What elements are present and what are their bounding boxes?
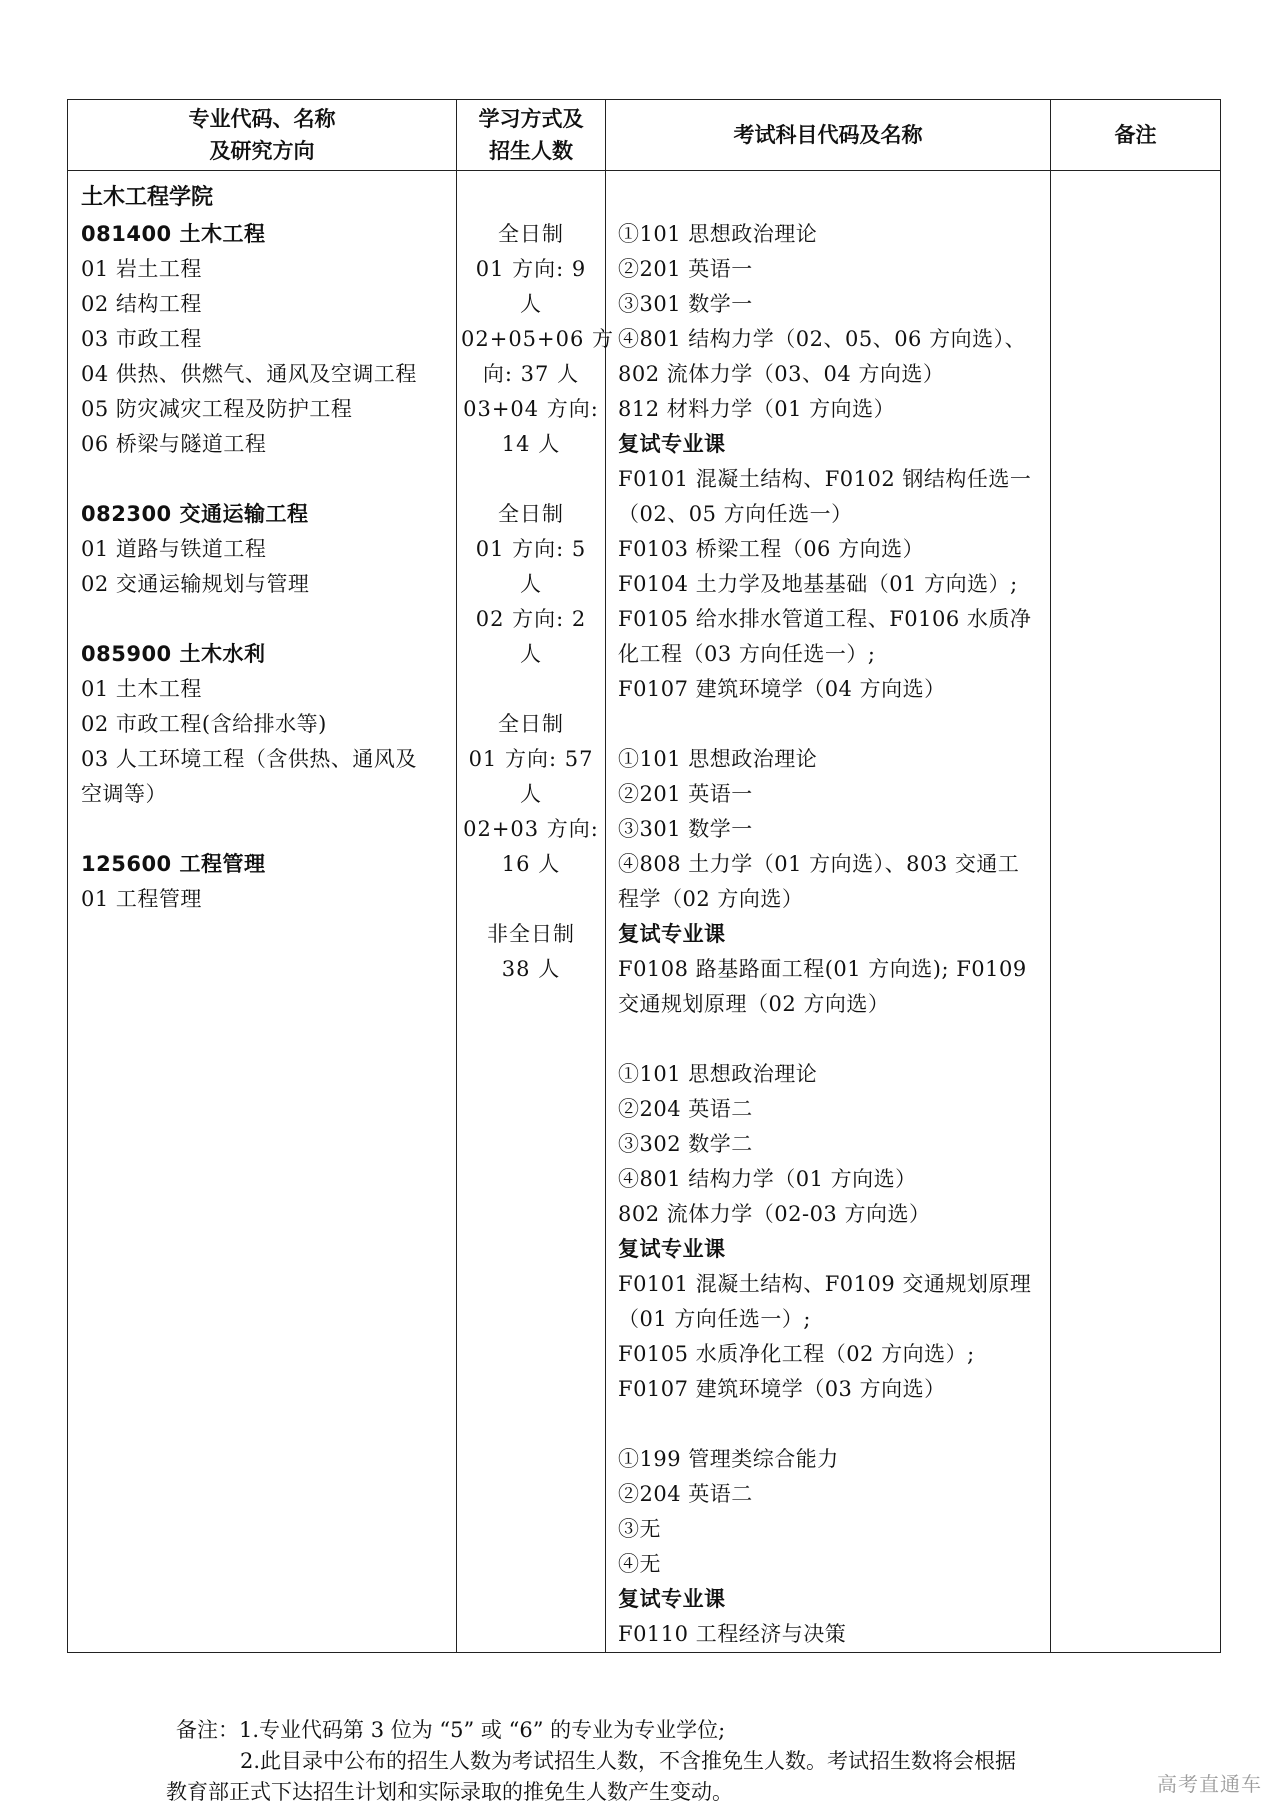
major-line: 02 结构工程 (81, 292, 202, 316)
exam-subject-line: ①101 思想政治理论 (618, 747, 818, 771)
program-mode-block (461, 497, 601, 672)
exam-subject-line: ④801 结构力学（01 方向选） (618, 1167, 917, 1191)
header-major-line1: 专业代码、名称 (188, 107, 336, 131)
study-mode-line: 向: 37 人 (482, 362, 580, 386)
footnote-line-1: 备注：1.专业代码第 3 位为 “5” 或 “6” 的专业为专业学位; (176, 1718, 726, 1742)
major-column (68, 171, 457, 1653)
study-mode-line: 全日制 (498, 712, 564, 736)
major-line: 01 道路与铁道工程 (81, 537, 267, 561)
exam-subject-line: F0101 混凝土结构、F0109 交通规划原理 (618, 1272, 1032, 1296)
study-mode-line: 38 人 (501, 957, 561, 981)
exam-subject-line: ①101 思想政治理论 (618, 222, 818, 246)
exam-subject-line: ②204 英语二 (618, 1482, 753, 1506)
major-line: 125600 工程管理 (81, 852, 266, 876)
header-major (68, 100, 457, 171)
program-mode-block (461, 707, 601, 882)
exam-subject-line: 化工程（03 方向任选一）; (618, 642, 876, 666)
study-mode-line: 人 (520, 782, 542, 806)
study-mode-line: 人 (520, 642, 542, 666)
mode-column (457, 171, 615, 1653)
exam-subject-line: ②204 英语二 (618, 1097, 753, 1121)
major-line: 03 市政工程 (81, 327, 202, 351)
header-exam: 考试科目代码及名称 (606, 100, 1051, 171)
major-line: 082300 交通运输工程 (81, 502, 309, 526)
program-major-block (81, 847, 450, 917)
exam-subject-line: 复试专业课 (618, 1237, 726, 1261)
exam-subject-line: 复试专业课 (618, 922, 726, 946)
exam-subject-line: 程学（02 方向选） (618, 887, 804, 911)
major-line: 04 供热、供燃气、通风及空调工程 (81, 362, 417, 386)
major-line: 空调等） (81, 782, 167, 806)
header-remark: 备注 (1051, 100, 1221, 171)
study-mode-line: 非全日制 (487, 922, 575, 946)
exam-subject-line: ③无 (618, 1517, 661, 1541)
study-mode-line: 02+05+06 方 (461, 327, 615, 351)
program-exam-block (618, 1057, 1044, 1407)
exam-subject-line: 复试专业课 (618, 1587, 726, 1611)
exam-subject-line: F0105 水质净化工程（02 方向选）; (618, 1342, 975, 1366)
exam-subject-line: ②201 英语一 (618, 257, 753, 281)
major-line: 01 工程管理 (81, 887, 202, 911)
study-mode-line: 01 方向: 5 (475, 537, 587, 561)
college-name: 土木工程学院 (81, 185, 214, 210)
exam-column (606, 171, 1051, 1653)
footnotes (166, 1715, 1136, 1808)
header-mode (457, 100, 606, 171)
program-exam-block (618, 217, 1044, 707)
study-mode-line: 14 人 (501, 432, 561, 456)
program-major-block (81, 637, 450, 812)
exam-subject-line: ④808 土力学（01 方向选）、803 交通工 (618, 852, 1020, 876)
exam-subject-line: ③301 数学一 (618, 817, 753, 841)
study-mode-line: 02+03 方向: (463, 817, 599, 841)
exam-subject-line: 复试专业课 (618, 432, 726, 456)
header-mode-line1: 学习方式及 (478, 107, 584, 131)
exam-subject-line: （01 方向任选一）; (618, 1307, 811, 1331)
exam-subject-line: ③302 数学二 (618, 1132, 753, 1156)
header-major-line2: 及研究方向 (209, 139, 315, 163)
exam-subject-line: F0104 土力学及地基基础（01 方向选）; (618, 572, 1018, 596)
exam-subject-line: 交通规划原理（02 方向选） (618, 992, 890, 1016)
table-header-row (68, 100, 1221, 171)
major-line: 085900 土木水利 (81, 642, 266, 666)
remark-column (1051, 171, 1221, 1653)
major-line: 01 岩土工程 (81, 257, 202, 281)
study-mode-line: 人 (520, 292, 542, 316)
exam-subject-line: ①101 思想政治理论 (618, 1062, 818, 1086)
major-line: 05 防灾减灾工程及防护工程 (81, 397, 353, 421)
study-mode-line: 02 方向: 2 (475, 607, 587, 631)
program-exam-block (618, 742, 1044, 1022)
exam-subject-line: F0108 路基路面工程(01 方向选); F0109 (618, 957, 1027, 981)
footnote-line-2: 2.此目录中公布的招生人数为考试招生人数，不含推免生人数。考试招生数将会根据 (240, 1749, 1017, 1773)
program-mode-block (461, 217, 615, 462)
exam-subject-line: F0107 建筑环境学（04 方向选） (618, 677, 946, 701)
exam-subject-line: F0101 混凝土结构、F0102 钢结构任选一 (618, 467, 1032, 491)
major-line: 03 人工环境工程（含供热、通风及 (81, 747, 417, 771)
study-mode-line: 人 (520, 572, 542, 596)
study-mode-line: 16 人 (501, 852, 561, 876)
footnote-line-3: 教育部正式下达招生计划和实际录取的推免生人数产生变动。 (166, 1780, 733, 1804)
exam-subject-line: F0105 给水排水管道工程、F0106 水质净 (618, 607, 1032, 631)
exam-subject-line: ①199 管理类综合能力 (618, 1447, 839, 1471)
major-line: 02 市政工程(含给排水等) (81, 712, 327, 736)
program-exam-block (618, 1442, 1044, 1652)
study-mode-line: 01 方向: 9 (475, 257, 587, 281)
study-mode-line: 全日制 (498, 222, 564, 246)
table-body-row (68, 171, 1221, 1653)
exam-subject-line: F0110 工程经济与决策 (618, 1622, 847, 1646)
exam-subject-line: 802 流体力学（03、04 方向选） (618, 362, 945, 386)
exam-subject-line: ④无 (618, 1552, 661, 1576)
header-mode-line2: 招生人数 (489, 139, 573, 163)
exam-subject-line: （02、05 方向任选一） (618, 502, 853, 526)
study-mode-line: 全日制 (498, 502, 564, 526)
program-major-block (81, 217, 450, 462)
exam-subject-line: ④801 结构力学（02、05、06 方向选）、 (618, 327, 1027, 351)
watermark-text: 高考直通车 (1157, 1772, 1262, 1796)
exam-subject-line: ③301 数学一 (618, 292, 753, 316)
major-line: 06 桥梁与隧道工程 (81, 432, 267, 456)
exam-subject-line: F0103 桥梁工程（06 方向选） (618, 537, 925, 561)
study-mode-line: 01 方向: 57 (468, 747, 594, 771)
major-line: 081400 土木工程 (81, 222, 266, 246)
admission-catalog-table (67, 99, 1221, 1653)
program-mode-block (461, 917, 601, 987)
exam-subject-line: 812 材料力学（01 方向选） (618, 397, 896, 421)
exam-subject-line: ②201 英语一 (618, 782, 753, 806)
exam-subject-line: 802 流体力学（02-03 方向选） (618, 1202, 931, 1226)
major-line: 02 交通运输规划与管理 (81, 572, 310, 596)
major-line: 01 土木工程 (81, 677, 202, 701)
study-mode-line: 03+04 方向: (463, 397, 599, 421)
program-major-block (81, 497, 450, 602)
exam-subject-line: F0107 建筑环境学（03 方向选） (618, 1377, 946, 1401)
